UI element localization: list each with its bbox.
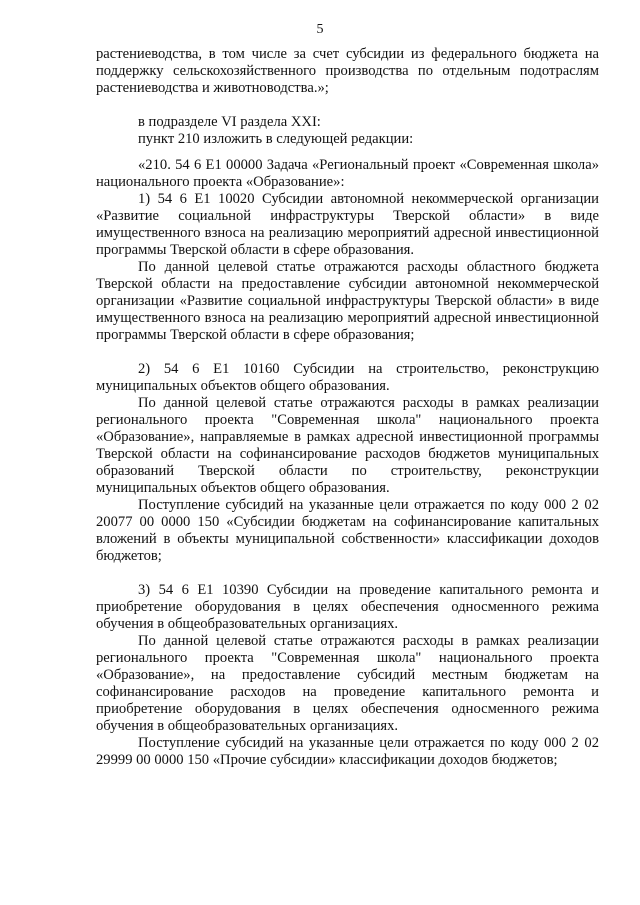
paragraph: 1) 54 6 E1 10020 Субсидии автономной некоммерческой организации «Развитие социальной инфраструктуры Тверской области» в виде имущественного взноса на реализацию мероприятий адресной инвестиционной программы Тверской области в сфере образования. — [96, 191, 599, 258]
paragraph: в подразделе VI раздела XXI: — [138, 114, 321, 130]
paragraph: По данной целевой статье отражаются расходы в рамках реализации регионального проекта "Современная школа" национального проекта «Образование», на предоставление субсидий местным бюджетам на софинансирование расходов на проведение капитального ремонта и приобретение оборудования в целях обеспечения односменного режима обучения в общеобразовательных организациях. — [96, 633, 599, 734]
paragraph: пункт 210 изложить в следующей редакции: — [138, 131, 414, 147]
paragraph: 2) 54 6 E1 10160 Субсидии на строительство, реконструкцию муниципальных объектов общего образования. — [96, 361, 599, 394]
paragraph: растениеводства, в том числе за счет субсидии из федерального бюджета на поддержку сельскохозяйственного производства по отдельным подотраслям растениеводства и животноводства.»; — [96, 46, 599, 96]
paragraph: Поступление субсидий на указанные цели отражается по коду 000 2 02 29999 00 0000 150 «Прочие субсидии» классификации доходов бюджетов; — [96, 735, 599, 768]
paragraph: 3) 54 6 E1 10390 Субсидии на проведение капитального ремонта и приобретение оборудования в целях обеспечения односменного режима обучения в общеобразовательных организациях. — [96, 582, 599, 632]
page-number: 5 — [316, 22, 324, 37]
paragraph: «210. 54 6 E1 00000 Задача «Региональный проект «Современная школа» национального проекта «Образование»: — [96, 157, 599, 190]
paragraph: По данной целевой статье отражаются расходы в рамках реализации регионального проекта "Современная школа" национального проекта «Образование», направляемые в рамках адресной инвестиционной программы Тверской области на софинансирование расходов бюджетов муниципальных образований Тверской области по строительству, реконструкции муниципальных объектов общего образования. — [96, 395, 599, 496]
document-body — [96, 46, 599, 769]
paragraph: По данной целевой статье отражаются расходы областного бюджета Тверской области на предоставление субсидии автономной некоммерческой организации «Развитие социальной инфраструктуры Тверской области» в виде имущественного взноса на реализацию мероприятий адресной инвестиционной программы Тверской области в сфере образования; — [96, 259, 599, 343]
paragraph: Поступление субсидий на указанные цели отражается по коду 000 2 02 20077 00 0000 150 «Субсидии бюджетам на софинансирование капитальных вложений в объекты муниципальной собственности» классификации доходов бюджетов; — [96, 497, 599, 564]
